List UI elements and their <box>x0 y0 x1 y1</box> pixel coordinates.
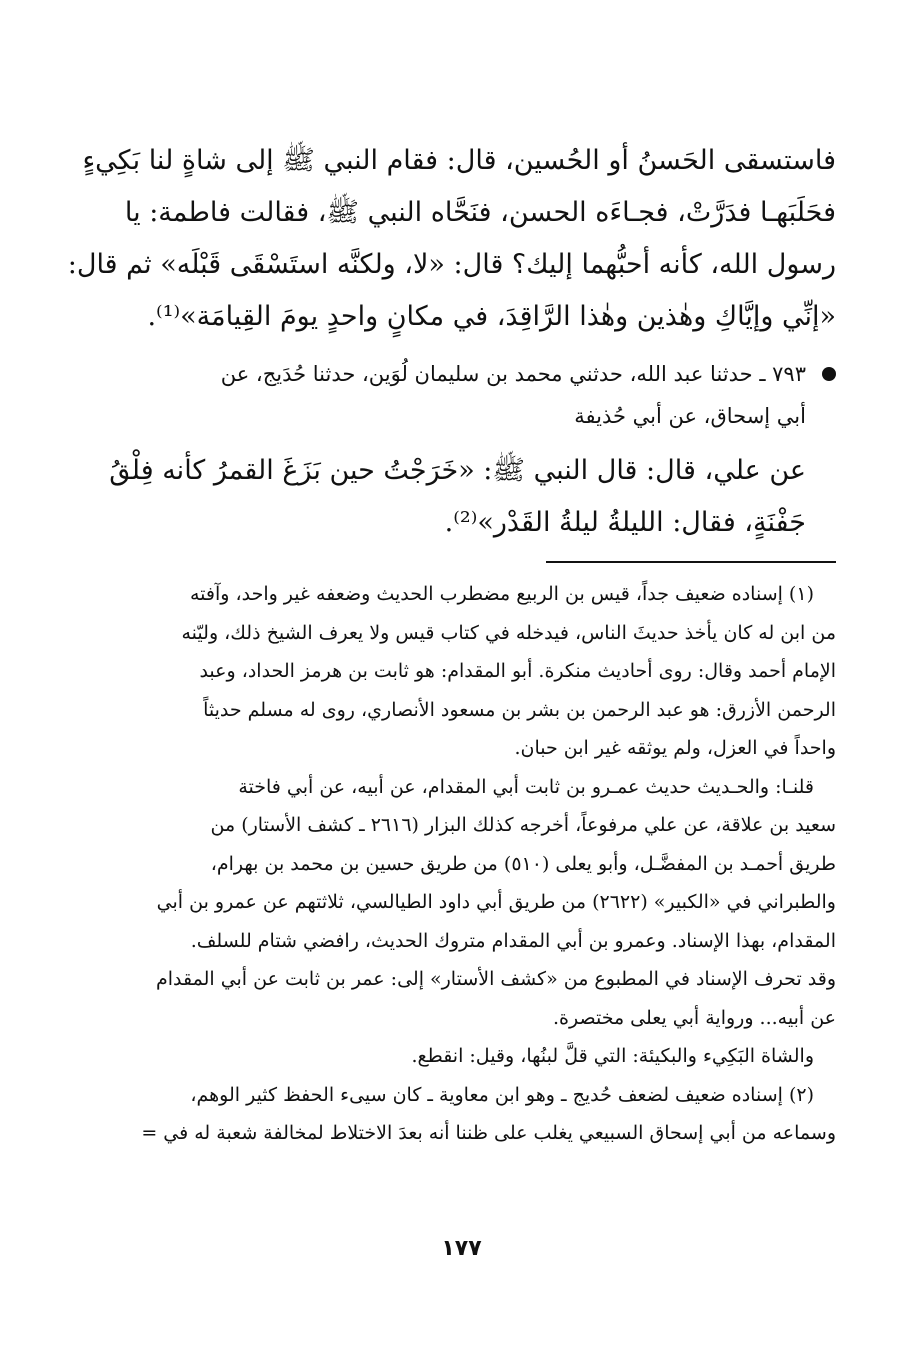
main-line: فاستسقى الحَسنُ أو الحُسين، قال: فقام النبي ﷺ إلى شاةٍ لنا بَكِيءٍ <box>82 145 836 176</box>
footnote-line: سعيد بن علاقة، عن علي مرفوعاً، أخرجه كذلك البزار (٢٦١٦ ـ كشف الأستار) من <box>210 814 836 836</box>
footnote-divider <box>546 561 836 563</box>
footnote-line: الرحمن الأزرق: هو عبد الرحمن بن بشر بن مسعود الأنصاري، روى له مسلم حديثاً <box>203 698 836 721</box>
footnote-1-continued <box>60 768 836 1038</box>
footnote-line: (١) إسناده ضعيف جداً، قيس بن الربيع مضطرب الحديث وضعفه غير واحد، وآفته <box>189 583 814 605</box>
bullet-dot-icon <box>822 367 836 381</box>
footnote-line: عن أبيه... ورواية أبي يعلى مختصرة. <box>553 1006 836 1029</box>
footnote-line: وقد تحرف الإسناد في المطبوع من «كشف الأستار» إلى: عمر بن ثابت عن أبي المقدام <box>155 968 836 990</box>
footnote-2 <box>60 1076 836 1153</box>
footnote-line: (٢) إسناده ضعيف لضعف حُديج ـ وهو ابن معاوية ـ كان سيىء الحفظ كثير الوهم، <box>190 1083 814 1106</box>
main-line: «إنِّي وإيَّاكِ وهٰذين وهٰذا الرَّاقِدَ، في مكانٍ واحدٍ يومَ القِيامَة»⁽¹⁾. <box>147 301 836 332</box>
footnote-line: وسماعه من أبي إسحاق السبيعي يغلب على ظننا أنه بعدَ الاختلاط لمخالفة شعبة له في = <box>141 1122 836 1144</box>
main-line: رسول الله، كأنه أحبُّهما إليك؟ قال: «لا، ولكنَّه استَسْقَى قَبْلَه» ثم قال: <box>67 249 836 280</box>
matn-line: جَفْنَةٍ، فقال: الليلةُ ليلةُ القَدْر»⁽²⁾. <box>444 507 806 538</box>
footnote-line: من ابن له كان يأخذ حديثَ الناس، فيدخله في كتاب قيس ولا يعرف الشيخ ذلك، وليّنه <box>181 621 836 644</box>
isnad-line: ٧٩٣ ـ حدثنا عبد الله، حدثني محمد بن سليمان لُوَين، حدثنا حُدَيج، عن <box>220 362 806 386</box>
page-number: ١٧٧ <box>441 1236 482 1261</box>
hadith-793-matn <box>60 445 836 549</box>
matn-line: عن علي، قال: قال النبي ﷺ: «خَرَجْتُ حين بَزَغَ القمرُ كأنه فِلْقُ <box>109 455 806 486</box>
book-page <box>60 135 836 1153</box>
footnote-1-gloss <box>60 1037 836 1076</box>
footnote-1 <box>60 575 836 768</box>
footnote-line: والطبراني في «الكبير» (٢٦٢٢) من طريق أبي داود الطيالسي، ثلاثتهم عن عمرو بن أبي <box>156 891 836 913</box>
footnotes <box>60 575 836 1153</box>
footnote-line: الإمام أحمد وقال: روى أحاديث منكرة. أبو المقدام: هو ثابت بن هرمز الحداد، وعبد <box>199 660 836 682</box>
footnote-line: واحداً في العزل، ولم يوثقه غير ابن حبان. <box>514 737 836 759</box>
main-text <box>60 135 836 343</box>
main-line: فحَلَبَهـا فدَرَّتْ، فجـاءَه الحسن، فنَحَّاه النبي ﷺ، فقالت فاطمة: يا <box>124 197 836 228</box>
hadith-793-isnad <box>60 353 836 437</box>
footnote-line: والشاة البَكِيء والبكيئة: التي قلَّ لبنُها، وقيل: انقطع. <box>411 1045 814 1067</box>
isnad-line: أبي إسحاق، عن أبي حُذيفة <box>574 404 806 428</box>
footnote-line: المقدام، بهذا الإسناد. وعمرو بن أبي المقدام متروك الحديث، رافضي شتام للسلف. <box>190 929 836 952</box>
footnote-line: قلنـا: والحـديث حديث عمـرو بن ثابت أبي المقدام، عن أبيه، عن أبي فاختة <box>238 775 814 798</box>
footnote-line: طريق أحمـد بن المفضَّـل، وأبو يعلى (٥١٠) من طريق حسين بن محمد بن بهرام، <box>210 852 836 875</box>
